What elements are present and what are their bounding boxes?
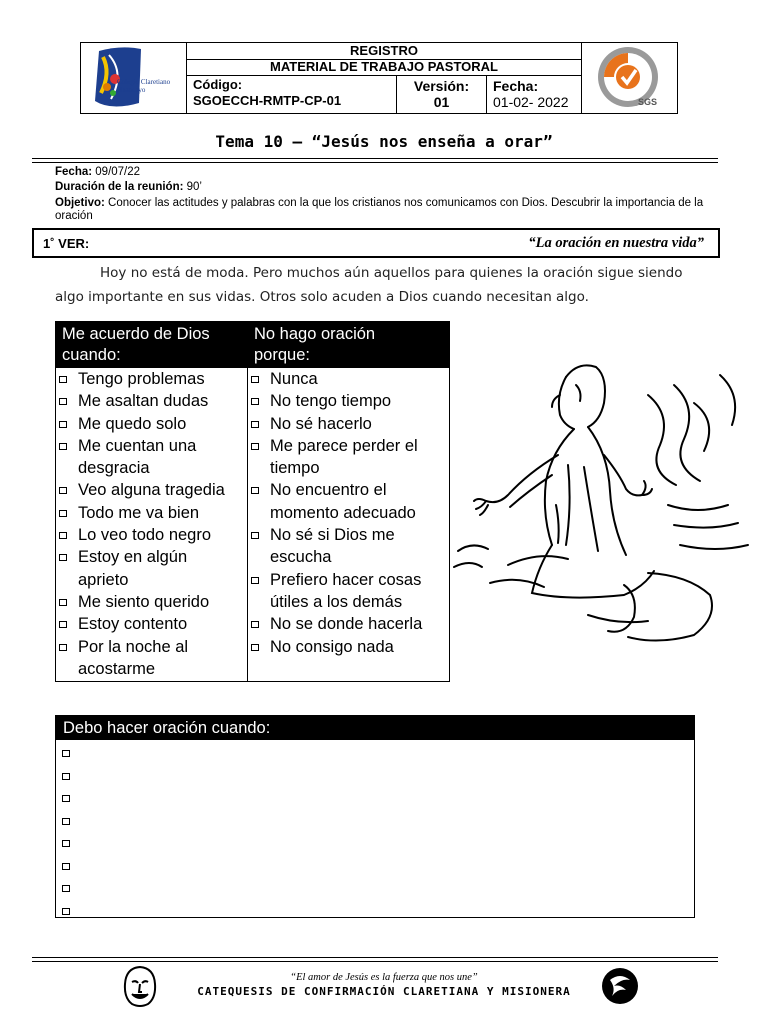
col2-item-text: Me parece perder el — [270, 436, 418, 455]
col2-item — [248, 368, 448, 390]
footer-quote: “El amor de Jesús es la fuerza que nos une” — [290, 972, 478, 983]
blank-checkbox-icon — [62, 773, 70, 780]
col2-item-text: Prefiero hacer cosas — [270, 570, 422, 589]
col1-item-text: Todo me va bien — [78, 503, 200, 522]
checkbox-bullet-icon — [59, 398, 67, 405]
checkbox-bullet-icon — [59, 376, 67, 383]
checkbox-bullet-icon — [251, 621, 259, 628]
checkbox-bullet-icon — [251, 398, 259, 405]
meta-objetivo-value: Conocer las actitudes y palabras con la que los cristianos nos comunicamos con Dios. Descubrir la importancia de la oración — [55, 197, 704, 222]
col2-item-text: momento adecuado — [270, 503, 416, 522]
col2-header-line-2: porque: — [254, 346, 310, 364]
checkbox-bullet-icon — [251, 644, 259, 651]
meta-duracion — [55, 181, 705, 194]
col1-item-text: Veo alguna tragedia — [78, 481, 225, 500]
checkbox-bullet-icon — [59, 487, 67, 494]
meta-fecha-label: Fecha: — [55, 166, 93, 178]
col1-item-text: Estoy contento — [78, 615, 188, 634]
codigo-value: SGOECCH-RMTP-CP-01 — [193, 93, 342, 108]
col2-item — [248, 479, 448, 524]
footer-title: CATEQUESIS DE CONFIRMACIÓN CLARETIANA Y MISIONERA — [197, 985, 571, 998]
col1-item — [56, 368, 246, 390]
intro-paragraph-line-1: Hoy no está de moda. Pero muchos aún aquellos para quienes la oración sigue siendo — [100, 265, 683, 281]
col2-item-text: No consigo nada — [270, 637, 394, 656]
col1-item — [56, 502, 246, 524]
checkbox-bullet-icon — [59, 554, 67, 561]
divider — [32, 957, 718, 958]
blank-checkbox-icon — [62, 795, 70, 802]
checkbox-bullet-icon — [59, 621, 67, 628]
col1-item — [56, 524, 246, 546]
divider — [32, 162, 718, 163]
checkbox-bullet-icon — [251, 443, 259, 450]
header-table — [80, 42, 678, 114]
meta-duracion-label: Duración de la reunión: — [55, 181, 184, 193]
checkbox-bullet-icon — [59, 443, 67, 450]
logo-text: Colegio Claretiano Huancayo — [117, 78, 171, 94]
col2-item — [248, 413, 448, 435]
table-header — [56, 322, 449, 368]
col1-item-text: desgracia — [78, 459, 150, 478]
col1-item-text: Estoy en algún — [78, 548, 188, 567]
col2-item-text: No se donde hacerla — [270, 615, 423, 634]
intro-paragraph-line-2: algo importante en sus vidas. Otros solo acuden a Dios cuando necesitan algo. — [55, 289, 589, 305]
fecha-header-label: Fecha: — [493, 78, 539, 94]
col1-item-text: Por la noche al — [78, 637, 189, 656]
meta-duracion-value: 90’ — [183, 181, 202, 193]
page-title: Tema 10 – “Jesús nos enseña a orar” — [215, 132, 553, 151]
material-label: MATERIAL DE TRABAJO PASTORAL — [187, 59, 581, 76]
reasons-table — [55, 321, 450, 682]
col2-header-line-1: No hago oración — [254, 325, 376, 343]
col2-item — [248, 569, 448, 614]
col2-item — [248, 636, 448, 658]
sgs-seal-icon — [582, 43, 676, 113]
col2-item-text: Nunca — [270, 370, 318, 388]
col2-item — [248, 390, 448, 412]
blank-checkbox-icon — [62, 750, 70, 757]
meta-fecha-value: 09/07/22 — [92, 166, 141, 178]
col2-item-text: No tengo tiempo — [270, 392, 392, 411]
version-label: Versión: — [413, 78, 470, 94]
debo-hacer-oracion-box — [55, 715, 695, 918]
col1-item — [56, 546, 246, 591]
meta-objetivo — [55, 197, 705, 223]
blank-checkbox-icon — [62, 885, 70, 892]
cert-text: SGS — [638, 97, 658, 107]
blank-checkbox-icon — [62, 863, 70, 870]
ver-label: 1˚ VER: — [43, 236, 90, 251]
checkbox-bullet-icon — [59, 532, 67, 539]
col2-item-text: útiles a los demás — [270, 592, 403, 611]
jesus-praying-illustration — [448, 355, 758, 650]
blank-checkbox-icon — [62, 908, 70, 915]
col1-item — [56, 413, 246, 435]
registro-label: REGISTRO — [187, 43, 581, 60]
checkbox-bullet-icon — [59, 510, 67, 517]
debo-header: Debo hacer oración cuando: — [56, 716, 694, 740]
codigo-label: Código: — [193, 77, 243, 92]
col1-item — [56, 390, 246, 412]
checkbox-bullet-icon — [251, 376, 259, 383]
col2-item — [248, 435, 448, 480]
checkbox-bullet-icon — [251, 487, 259, 494]
checkbox-bullet-icon — [59, 599, 67, 606]
col1-item — [56, 613, 246, 635]
col1-item-text: acostarme — [78, 659, 156, 678]
col1-item — [56, 636, 246, 681]
col2-item-text: No sé si Dios me — [270, 526, 395, 545]
col1-item-text: Tengo problemas — [78, 370, 205, 388]
col1-item-text: Me siento querido — [78, 592, 210, 611]
col1-item-text: Lo veo todo negro — [78, 526, 212, 545]
col1-item-text: aprieto — [78, 570, 129, 589]
meta-fecha — [55, 166, 705, 179]
certification-seal — [581, 43, 677, 113]
col2-item-text: No sé hacerlo — [270, 414, 372, 433]
checkbox-bullet-icon — [59, 421, 67, 428]
blank-checkbox-icon — [62, 840, 70, 847]
col1-item-text: Me cuentan una — [78, 436, 197, 455]
checkbox-bullet-icon — [59, 644, 67, 651]
col2-item — [248, 613, 448, 635]
fecha-header-value: 01-02- 2022 — [493, 94, 569, 110]
col2-item-text: tiempo — [270, 459, 320, 478]
col1-list — [56, 368, 246, 680]
checkbox-bullet-icon — [251, 577, 259, 584]
col1-item — [56, 479, 246, 501]
col2-item-text: escucha — [270, 548, 332, 567]
col2-list — [248, 368, 448, 658]
ver-subtitle: “La oración en nuestra vida” — [528, 235, 704, 251]
col2-item-text: No encuentro el — [270, 481, 387, 500]
col1-item — [56, 591, 246, 613]
col2-item — [248, 524, 448, 569]
col1-item-text: Me asaltan dudas — [78, 392, 209, 411]
col1-item-text: Me quedo solo — [78, 414, 187, 433]
ver-section-header — [32, 228, 720, 258]
meta-objetivo-label: Objetivo: — [55, 197, 105, 209]
claretian-emblem-icon — [600, 966, 640, 1006]
divider — [32, 961, 718, 962]
school-logo — [81, 43, 187, 113]
checkbox-bullet-icon — [251, 532, 259, 539]
col1-header-line-2: cuando: — [62, 346, 121, 364]
checkbox-bullet-icon — [251, 421, 259, 428]
version-value: 01 — [433, 94, 450, 110]
col1-header-line-1: Me acuerdo de Dios — [62, 325, 210, 343]
blank-checkbox-icon — [62, 818, 70, 825]
divider — [32, 158, 718, 159]
col1-item — [56, 435, 246, 480]
